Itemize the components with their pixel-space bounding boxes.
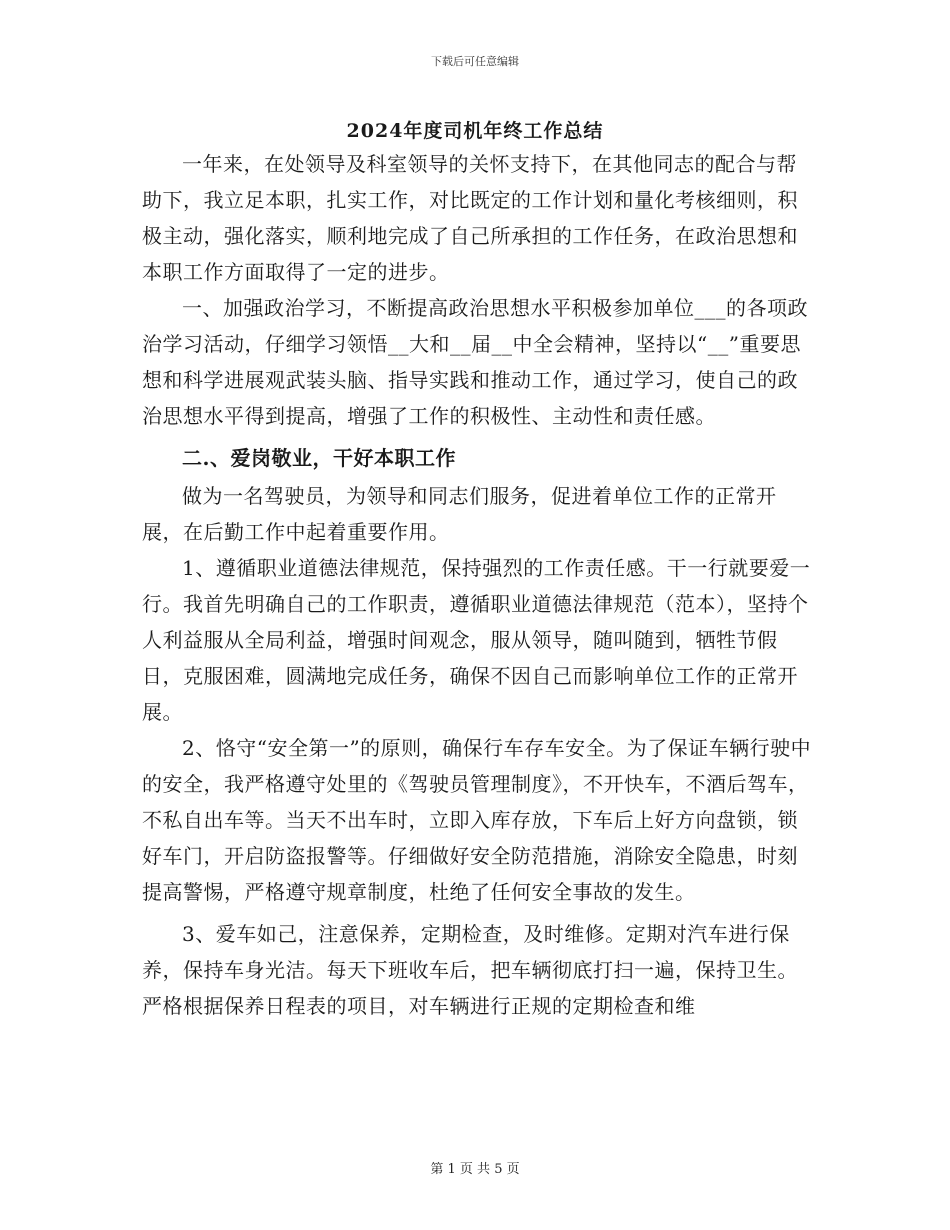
page-footer: 第 1 页 共 5 页: [430, 1162, 520, 1177]
document-title: 2024年度司机年终工作总结: [346, 120, 604, 142]
item2-paragraph: 2、恪守“安全第一”的原则，确保行车存车安全。为了保证车辆行驶中的安全，我严格遵守处里的《驾驶员管理制度》，不开快车，不酒后驾车，不私自出车等。当天不出车时，立即入库存放，下车后上好方向盘锁，锁好车门，开启防盗报警等。仔细做好安全防范措施，消除安全隐患，时刻提高警惕，严格遵守规章制度，杜绝了任何安全事故的发生。: [142, 736, 812, 904]
section1-paragraph: 一、加强政治学习，不断提高政治思想水平积极参加单位___的各项政治学习活动，仔细学习领悟__大和__届__中全会精神，坚持以“__”重要思想和科学进展观武装头脑、指导实践和推动工作，通过学习，使自己的政治思想水平得到提高，增强了工作的积极性、主动性和责任感。: [142, 296, 808, 428]
item1-paragraph: 1、遵循职业道德法律规范，保持强烈的工作责任感。干一行就要爱一行。我首先明确自己的工作职责，遵循职业道德法律规范（范本），坚持个人利益服从全局利益，增强时间观念，服从领导，随叫随到，牺牲节假日，克服困难，圆满地完成任务，确保不因自己而影响单位工作的正常开展。: [142, 556, 811, 724]
section2-heading: 二.、爱岗敬业，干好本职工作: [182, 446, 456, 470]
header-note: 下载后可任意编辑: [431, 55, 519, 68]
item3-paragraph: 3、爱车如己，注意保养，定期检查，及时维修。定期对汽车进行保养，保持车身光洁。每天下班收车后，把车辆彻底打扫一遍，保持卫生。严格根据保养日程表的项目，对车辆进行正规的定期检查和维: [142, 922, 798, 1018]
intro-paragraph: 一年来，在处领导及科室领导的关怀支持下，在其他同志的配合与帮助下，我立足本职，扎实工作，对比既定的工作计划和量化考核细则，积极主动，强化落实，顺利地完成了自己所承担的工作任务，在政治思想和本职工作方面取得了一定的进步。: [142, 152, 798, 284]
document-body: [142, 146, 814, 1024]
section2-intro-paragraph: 做为一名驾驶员，为领导和同志们服务，促进着单位工作的正常开展，在后勤工作中起着重要作用。: [142, 484, 777, 544]
